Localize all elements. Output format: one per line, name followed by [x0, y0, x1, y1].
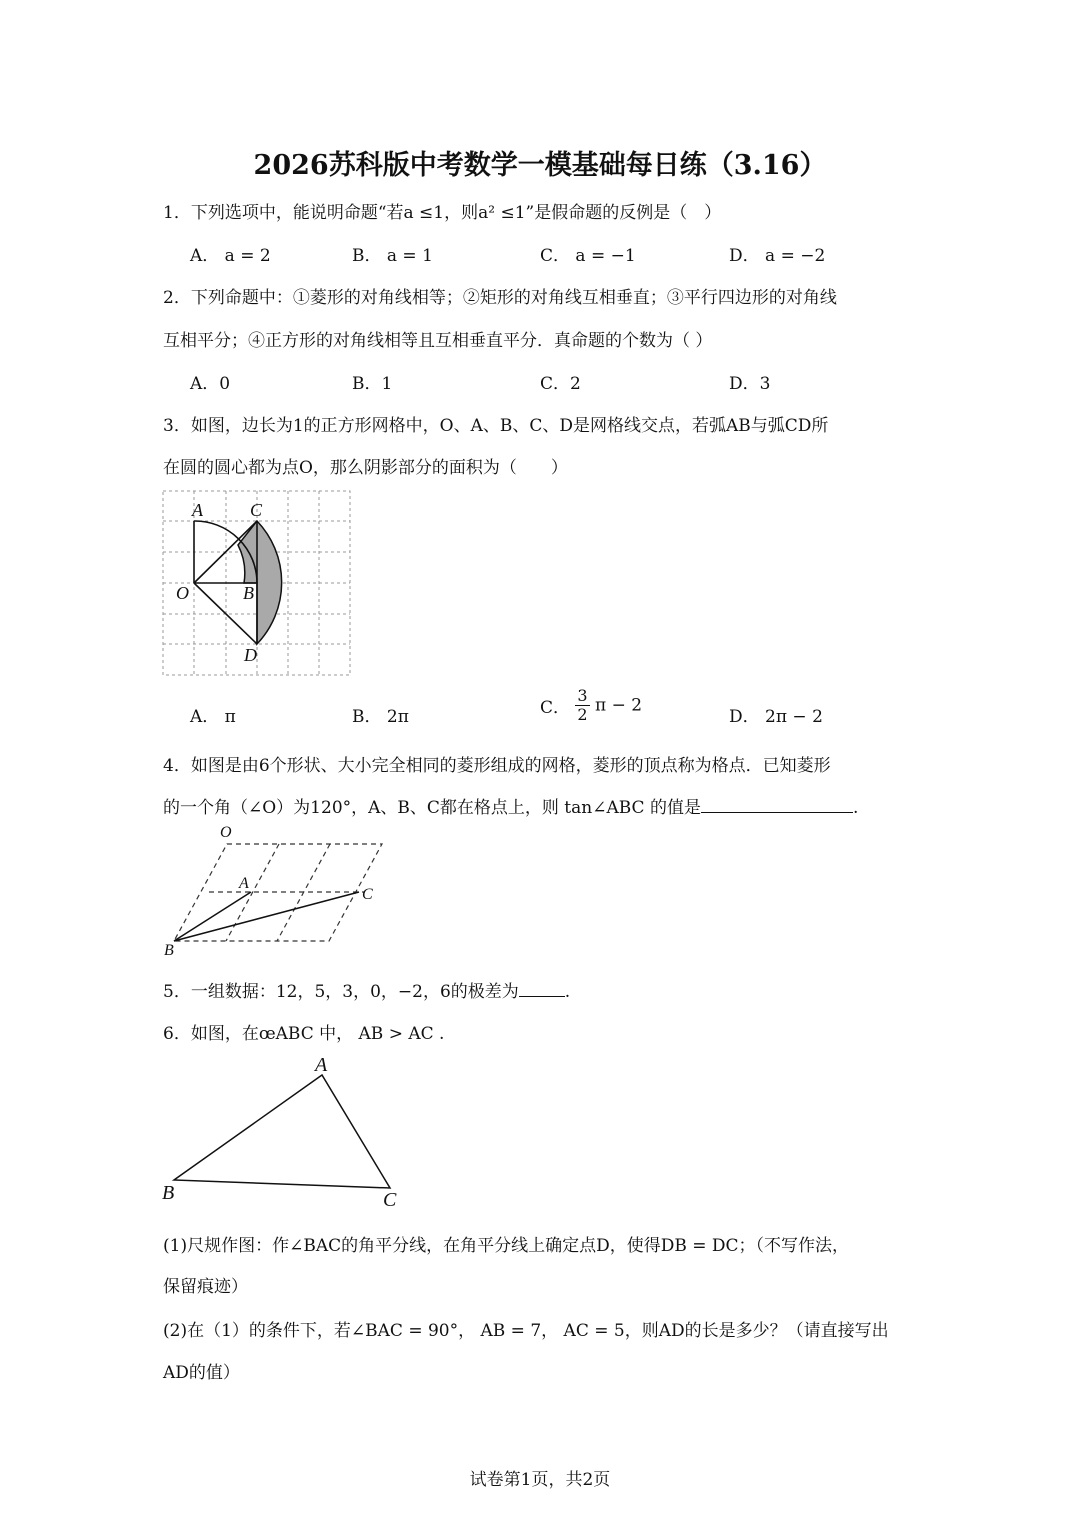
- q2-stem-line1: 2．下列命题中：①菱形的对角线相等；②矩形的对角线互相垂直；③平行四边形的对角线: [163, 288, 837, 308]
- q1-option-a: A． a = 2: [190, 246, 271, 266]
- q5-stem-text: 5．一组数据：12，5，3，0，−2，6的极差为: [163, 982, 519, 1002]
- q6-part1-line1: (1)尺规作图：作∠BAC的角平分线，在角平分线上确定点D，使得DB = DC；（不写作法，: [163, 1236, 850, 1256]
- q3-option-c-suffix: π − 2: [595, 695, 643, 716]
- q4-label-b: B: [164, 942, 174, 959]
- q6-label-b: B: [162, 1182, 175, 1204]
- q4-label-a: A: [239, 875, 249, 892]
- q3-label-b: B: [243, 583, 254, 603]
- q6-part1-line2: 保留痕迹）: [163, 1277, 248, 1297]
- q2-option-d: D．3: [729, 374, 771, 394]
- q6-part2-line1: (2)在（1）的条件下，若∠BAC = 90°， AB = 7， AC = 5，则AD的长是多少？（请直接写出: [163, 1321, 889, 1341]
- q3-option-a: A． π: [190, 707, 236, 727]
- q4-stem-end: .: [852, 798, 859, 818]
- q6-label-c: C: [383, 1189, 397, 1211]
- q4-stem-text: 的一个角（∠O）为120°，A、B、C都在格点上，则 tan∠ABC 的值是: [163, 798, 701, 818]
- q6-label-a: A: [315, 1054, 328, 1076]
- q2-option-b: B．1: [352, 374, 393, 394]
- q3-label-o: O: [176, 583, 189, 603]
- q4-label-o: O: [220, 824, 232, 841]
- q3-option-c-denominator: 2: [577, 705, 588, 724]
- q2-stem-line2: 互相平分；④正方形的对角线相等且互相垂直平分．真命题的个数为（ ）: [163, 331, 713, 351]
- page-title: 2026苏科版中考数学一模基础每日练（3.16）: [253, 150, 827, 181]
- q3-option-c-numerator: 3: [577, 686, 588, 705]
- q3-option-b: B． 2π: [352, 707, 409, 727]
- q3-label-a: A: [192, 500, 203, 520]
- q3-stem-line1: 3．如图，边长为1的正方形网格中，O、A、B、C、D是网格线交点，若弧AB与弧CD所: [163, 416, 829, 436]
- q6-stem: 6．如图，在œABC 中， AB > AC .: [163, 1024, 445, 1044]
- q3-option-d: D． 2π − 2: [729, 707, 823, 727]
- q2-option-c: C．2: [540, 374, 581, 394]
- q2-option-a: A．0: [190, 374, 231, 394]
- q1-stem: 1．下列选项中，能说明命题“若a ≤1，则a² ≤1”是假命题的反例是（ ）: [163, 203, 722, 223]
- q3-option-c-prefix: C．: [540, 698, 571, 718]
- q3-label-d: D: [244, 645, 257, 665]
- q5-stem-end: .: [564, 982, 571, 1002]
- q4-label-c: C: [362, 886, 373, 903]
- page-footer: 试卷第1页，共2页: [469, 1470, 611, 1490]
- q6-triangle: [174, 1075, 390, 1188]
- q3-label-c: C: [250, 500, 263, 520]
- q4-stem-line1: 4．如图是由6个形状、大小完全相同的菱形组成的网格，菱形的顶点称为格点．已知菱形: [163, 756, 831, 776]
- q1-option-d: D． a = −2: [729, 246, 826, 266]
- q1-option-c: C． a = −1: [540, 246, 636, 266]
- q6-part2-line2: AD的值）: [163, 1363, 240, 1383]
- q3-stem-line2: 在圆的圆心都为点O，那么阴影部分的面积为（ ）: [163, 458, 568, 478]
- q1-option-b: B． a = 1: [352, 246, 433, 266]
